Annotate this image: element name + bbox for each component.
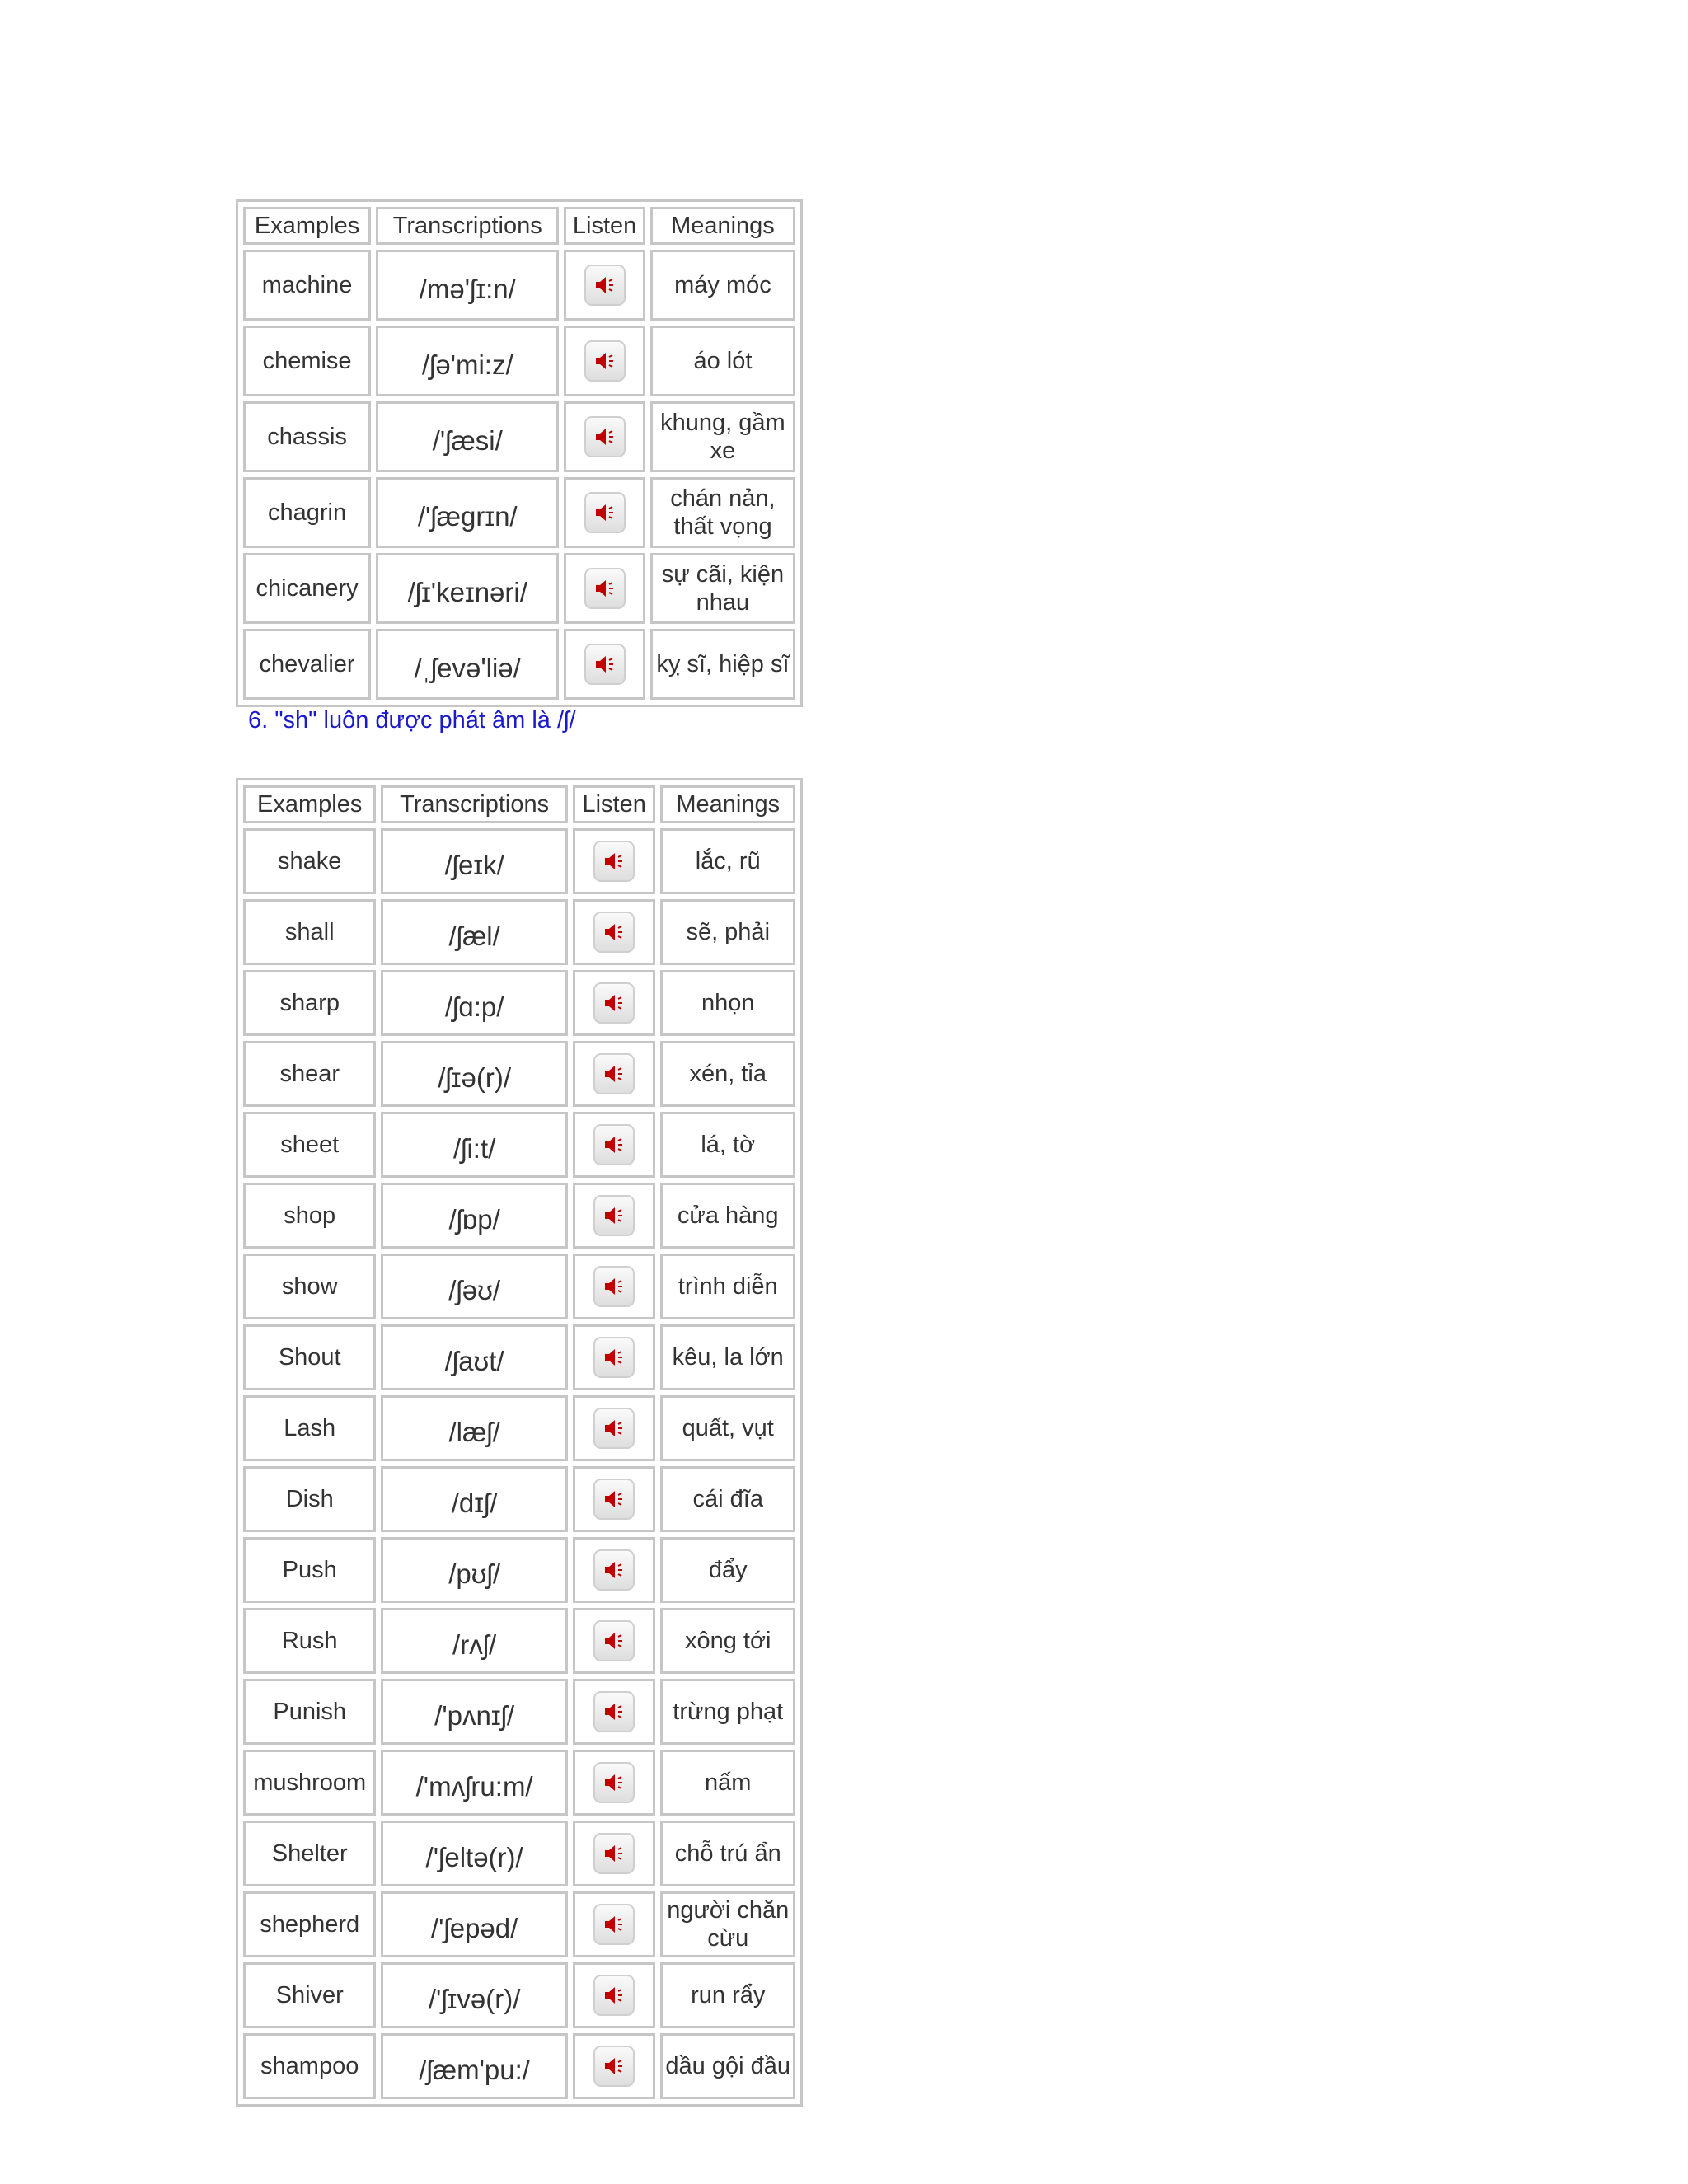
column-header-meanings: Meanings [650,207,795,245]
listen-button[interactable] [593,1408,635,1449]
listen-button[interactable] [593,1762,635,1803]
transcription: /'pʌnɪʃ/ [381,1679,567,1745]
transcription: /ʃæm'pu:/ [381,2033,567,2099]
example-word: Dish [243,1466,376,1532]
meaning: sẽ, phải [660,899,795,965]
transcription: /ʃæl/ [381,899,567,965]
meaning: chán nản, thất vọng [650,477,795,548]
meaning: người chăn cừu [660,1891,795,1957]
listen-cell [573,1679,656,1745]
listen-button[interactable] [593,1549,635,1591]
table-row [243,1183,795,1249]
listen-cell [573,970,656,1036]
listen-cell [564,629,645,700]
example-word: mushroom [243,1750,376,1816]
column-header-listen: Listen [573,785,656,823]
table-row [243,326,795,396]
meaning: đẩy [660,1537,795,1603]
table-row [243,1324,795,1390]
example-word: sheet [243,1112,376,1178]
meaning: chỗ trú ẩn [660,1821,795,1886]
listen-button[interactable] [584,416,626,457]
listen-button[interactable] [593,1337,635,1378]
meaning: nhọn [660,970,795,1036]
example-word: Push [243,1537,376,1603]
listen-button[interactable] [593,1975,635,2016]
listen-button[interactable] [584,340,626,382]
transcription: /ʃɒp/ [381,1183,567,1249]
table-row [243,1041,795,1107]
table-header-row [243,207,795,245]
example-word: shall [243,899,376,965]
meaning: kêu, la lớn [660,1324,795,1390]
meaning: lá, tờ [660,1112,795,1178]
example-word: sharp [243,970,376,1036]
listen-cell [573,1821,656,1886]
example-word: shepherd [243,1891,376,1957]
example-word: shake [243,828,376,894]
column-header-examples: Examples [243,785,376,823]
table-row [243,477,795,548]
listen-cell [573,1891,656,1957]
table-row [243,401,795,472]
transcription: /pʊʃ/ [381,1537,567,1603]
transcription: /'mʌʃru:m/ [381,1750,567,1816]
table-row [243,2033,795,2099]
listen-cell [573,1041,656,1107]
meaning: cửa hàng [660,1183,795,1249]
meaning: xén, tỉa [660,1041,795,1107]
example-word: chassis [243,401,371,472]
transcription: /ʃɑ:p/ [381,970,567,1036]
meaning: trình diễn [660,1254,795,1319]
table-row [243,970,795,1036]
meaning: xông tới [660,1608,795,1674]
transcription: /ʃə'mi:z/ [376,326,559,396]
listen-button[interactable] [593,1479,635,1520]
example-word: Lash [243,1395,376,1461]
section-heading: 6. "sh" luôn được phát âm là /ʃ/ [248,707,576,733]
vocab-table-ch [236,199,803,707]
example-word: Rush [243,1608,376,1674]
example-word: shampoo [243,2033,376,2099]
example-word: machine [243,250,371,321]
transcription: /'ʃepəd/ [381,1891,567,1957]
listen-cell [564,326,645,396]
transcription: /rʌʃ/ [381,1608,567,1674]
table-row [243,828,795,894]
table-row [243,1891,795,1957]
listen-button[interactable] [584,265,626,306]
listen-button[interactable] [593,1691,635,1732]
listen-button[interactable] [584,492,626,533]
vocab-table-sh [236,778,803,2107]
transcription: /ʃaʊt/ [381,1324,567,1390]
listen-cell [573,1254,656,1319]
example-word: chemise [243,326,371,396]
column-header-meanings: Meanings [660,785,795,823]
example-word: shop [243,1183,376,1249]
example-word: shear [243,1041,376,1107]
table-row [243,1537,795,1603]
listen-cell [573,1537,656,1603]
example-word: Shelter [243,1821,376,1886]
meaning: sự cãi, kiện nhau [650,553,795,624]
listen-button[interactable] [593,841,635,882]
example-word: chevalier [243,629,371,700]
listen-cell [573,1750,656,1816]
listen-button[interactable] [593,1195,635,1236]
listen-button[interactable] [593,1904,635,1945]
transcription: /læʃ/ [381,1395,567,1461]
table-row [243,1466,795,1532]
transcription: /dɪʃ/ [381,1466,567,1532]
transcription: /ʃɪə(r)/ [381,1041,567,1107]
table-row [243,1962,795,2028]
example-word: Shiver [243,1962,376,2028]
listen-button[interactable] [584,644,626,685]
meaning: cái đĩa [660,1466,795,1532]
listen-cell [564,477,645,548]
table-row [243,629,795,700]
meaning: kỵ sĩ, hiệp sĩ [650,629,795,700]
transcription: /ˌʃevə'liə/ [376,629,559,700]
meaning: máy móc [650,250,795,321]
example-word: Punish [243,1679,376,1745]
meaning: dầu gội đầu [660,2033,795,2099]
example-word: show [243,1254,376,1319]
example-word: chicanery [243,553,371,624]
listen-button[interactable] [593,1620,635,1661]
listen-button[interactable] [593,1266,635,1307]
table-row [243,899,795,965]
listen-cell [564,401,645,472]
listen-cell [564,553,645,624]
listen-button[interactable] [593,1124,635,1165]
table-row [243,1750,795,1816]
listen-cell [573,1608,656,1674]
transcription: /ʃəʊ/ [381,1254,567,1319]
transcription: /mə'ʃɪ:n/ [376,250,559,321]
meaning: quất, vụt [660,1395,795,1461]
listen-cell [564,250,645,321]
column-header-listen: Listen [564,207,645,245]
listen-button[interactable] [593,912,635,953]
transcription: /'ʃeltə(r)/ [381,1821,567,1886]
listen-cell [573,1324,656,1390]
meaning: nấm [660,1750,795,1816]
example-word: chagrin [243,477,371,548]
meaning: áo lót [650,326,795,396]
column-header-examples: Examples [243,207,371,245]
listen-button[interactable] [593,1053,635,1094]
table-row [243,250,795,321]
transcription: /ʃeɪk/ [381,828,567,894]
listen-button[interactable] [593,982,635,1024]
table-row [243,1821,795,1886]
table-row [243,553,795,624]
column-header-transcriptions: Transcriptions [381,785,567,823]
table-row [243,1112,795,1178]
meaning: khung, gầm xe [650,401,795,472]
table-row [243,1608,795,1674]
listen-cell [573,2033,656,2099]
transcription: /'ʃɪvə(r)/ [381,1962,567,2028]
listen-cell [573,828,656,894]
table-row [243,1254,795,1319]
example-word: Shout [243,1324,376,1390]
listen-cell [573,1395,656,1461]
meaning: run rẩy [660,1962,795,2028]
listen-cell [573,1466,656,1532]
table-row [243,1679,795,1745]
transcription: /ʃɪ'keɪnəri/ [376,553,559,624]
listen-button[interactable] [593,1833,635,1874]
table-row [243,1395,795,1461]
listen-cell [573,1112,656,1178]
meaning: trừng phạt [660,1679,795,1745]
column-header-transcriptions: Transcriptions [376,207,559,245]
listen-button[interactable] [584,568,626,609]
meaning: lắc, rũ [660,828,795,894]
listen-button[interactable] [593,2046,635,2087]
listen-cell [573,899,656,965]
listen-cell [573,1183,656,1249]
transcription: /ʃi:t/ [381,1112,567,1178]
table-header-row [243,785,795,823]
listen-cell [573,1962,656,2028]
transcription: /'ʃægrɪn/ [376,477,559,548]
transcription: /'ʃæsi/ [376,401,559,472]
